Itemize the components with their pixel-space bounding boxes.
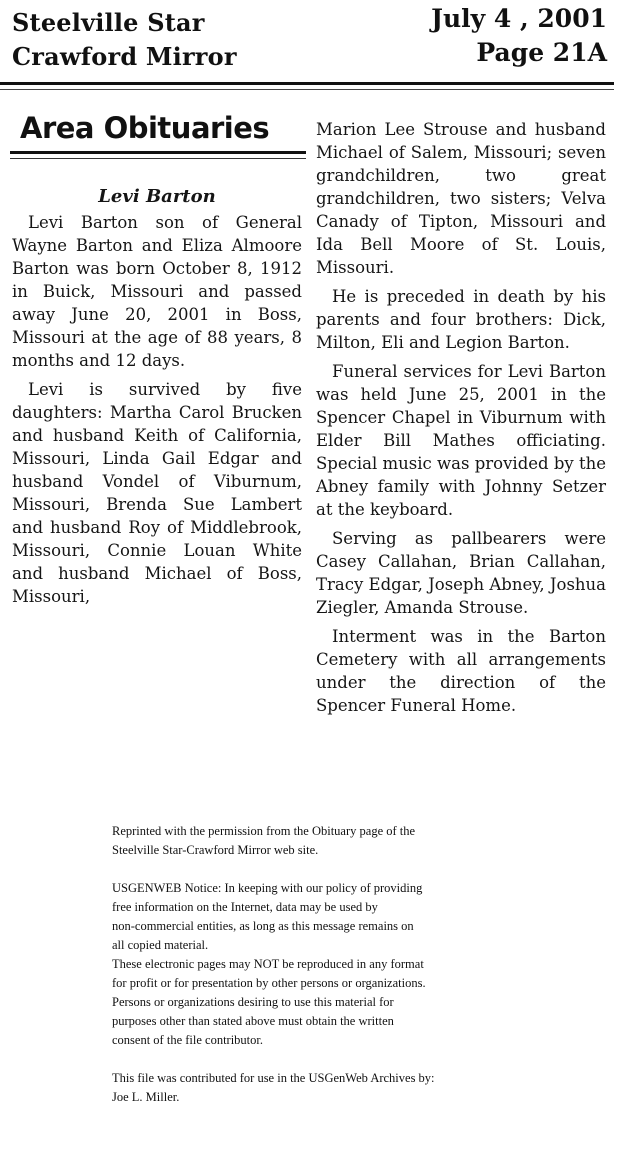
obituary-column-1	[12, 185, 302, 614]
notice-line: These electronic pages may NOT be reproduced in any format	[112, 957, 424, 971]
notice-line: USGENWEB Notice: In keeping with our policy of providing	[112, 881, 423, 895]
obituary-paragraph: Levi Barton son of General Wayne Barton and Eliza Almoore Barton was born October 8, 1912 in Buick, Missouri and passed away June 20, 2001 in Boss, Missouri at the age of 88 years, 8 months and 12 days.	[12, 213, 302, 370]
obituary-paragraph: He is preceded in death by his parents and four brothers: Dick, Milton, Eli and Legion Barton.	[316, 287, 606, 352]
notice-line: Persons or organizations desiring to use this material for	[112, 995, 394, 1009]
deceased-name: Levi Barton	[98, 186, 216, 207]
masthead-rule-thin	[0, 89, 614, 90]
contributor-note	[112, 1069, 532, 1107]
page-number: Page 21A	[476, 38, 607, 67]
notice-line: purposes other than stated above must obtain the written	[112, 1014, 394, 1028]
notice-line: consent of the file contributor.	[112, 1033, 264, 1047]
paper-name-line1: Steelville Star	[12, 8, 205, 37]
reprint-notice	[112, 822, 532, 860]
obituary-paragraph: Serving as pallbearers were Casey Callahan, Brian Callahan, Tracy Edgar, Joseph Abney, Joshua Ziegler, Amanda Strouse.	[316, 529, 606, 617]
newspaper-name	[12, 6, 237, 74]
obituary-paragraph: Funeral services for Levi Barton was held June 25, 2001 in the Spencer Chapel in Viburnum with Elder Bill Mathes officiating. Special music was provided by the Abney family with Johnny Setzer at the keyboard.	[316, 362, 606, 519]
obituary-paragraph-continued: Marion Lee Strouse and husband Michael of Salem, Missouri; seven grandchildren, two great grandchildren, two sisters; Velva Canady of Tipton, Missouri and Ida Bell Moore of St. Louis, Missouri.	[316, 120, 606, 277]
obituary-paragraph: Levi is survived by five daughters: Martha Carol Brucken and husband Keith of California, Missouri, Linda Gail Edgar and husband Vondel of Viburnum, Missouri, Brenda Sue Lambert and husband Roy of Middlebrook, Missouri, Connie Louan White and husband Michael of Boss, Missouri,	[12, 380, 302, 606]
usgenweb-notice	[112, 879, 532, 1050]
notice-line: non-commercial entities, as long as this message remains on	[112, 919, 414, 933]
notice-line: free information on the Internet, data may be used by	[112, 900, 378, 914]
notice-line: all copied material.	[112, 938, 209, 952]
obituary-column-2	[316, 118, 606, 723]
section-rule-thin	[10, 158, 306, 159]
reprint-line: Steelville Star-Crawford Mirror web site.	[112, 843, 319, 857]
reprint-line: Reprinted with the permission from the Obituary page of the	[112, 824, 416, 838]
section-rule	[10, 151, 306, 154]
issue-info	[431, 2, 607, 70]
usgenweb-footer	[112, 822, 532, 1107]
paper-name-line2: Crawford Mirror	[12, 42, 237, 71]
contributor-line: This file was contributed for use in the USGenWeb Archives by:	[112, 1071, 435, 1085]
masthead-rule	[0, 82, 614, 85]
notice-line: for profit or for presentation by other persons or organizations.	[112, 976, 426, 990]
obituary-paragraph: Interment was in the Barton Cemetery with all arrangements under the direction of the Spencer Funeral Home.	[316, 627, 606, 715]
issue-date: July 4 , 2001	[431, 4, 607, 33]
contributor-name: Joe L. Miller.	[112, 1090, 180, 1104]
section-title: Area Obituaries	[20, 111, 270, 145]
